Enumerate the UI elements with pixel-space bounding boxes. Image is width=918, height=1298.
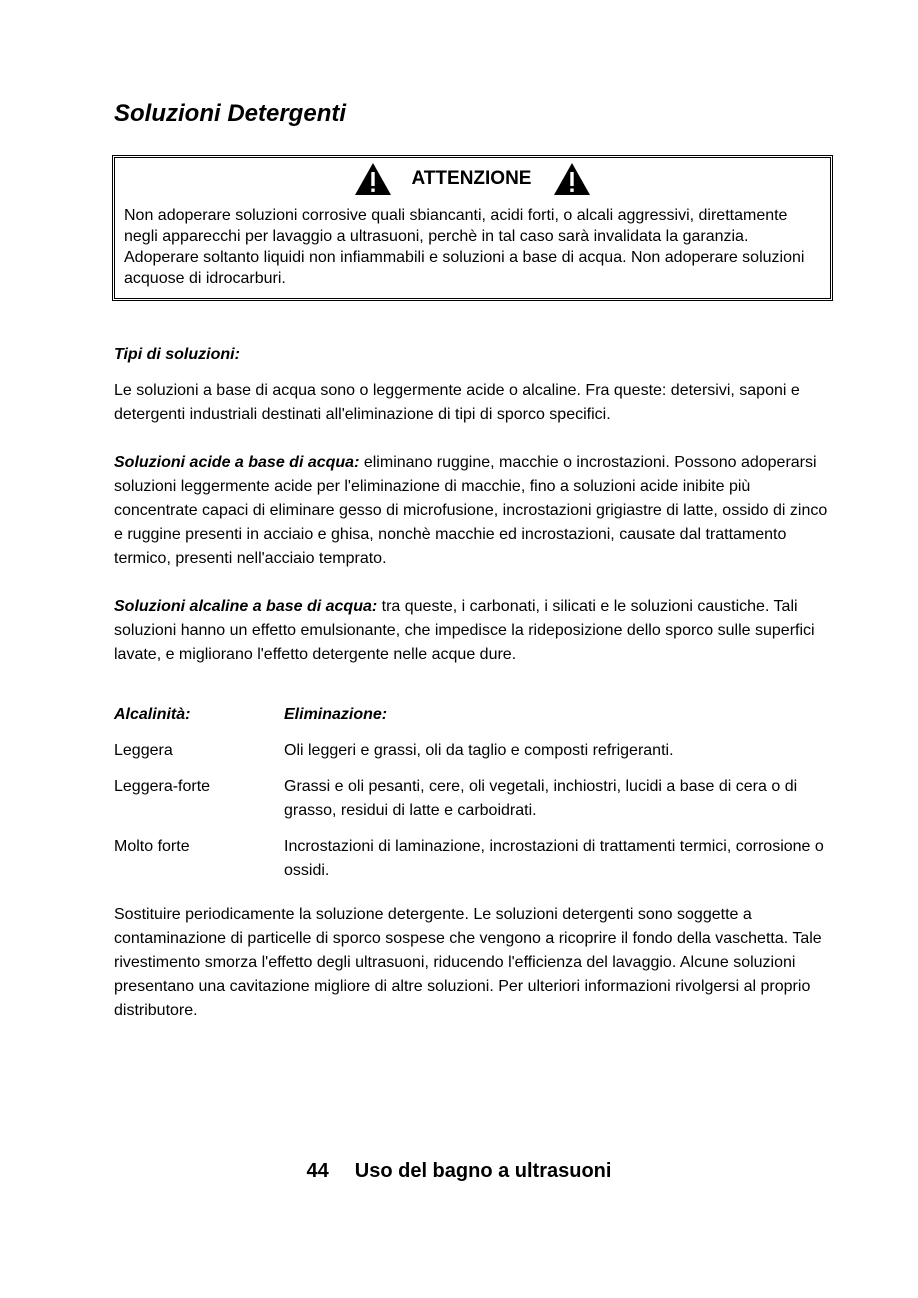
table-col-alkalinity: Alcalinità: bbox=[114, 706, 191, 723]
warning-text: Non adoperare soluzioni corrosive quali sbiancanti, acidi forti, o alcali aggressivi, direttamente negli apparecchi per lavaggio a ultrasuoni, perchè in tal caso sarà invalidata la garanzia. Adoperare soltanto liquidi non infiammabili e soluzioni a base di acqua. Non adoperare soluzioni acquose di idrocarburi. bbox=[124, 207, 805, 287]
table-cell-level: Leggera bbox=[114, 742, 173, 759]
warning-header bbox=[115, 162, 830, 196]
types-intro: Le soluzioni a base di acqua sono o leggermente acide o alcaline. Fra queste: detersivi, saponi e detergenti industriali destinati all'eliminazione di tipi di sporco specifici. bbox=[114, 382, 800, 423]
alkaline-paragraph bbox=[114, 595, 836, 667]
table-cell-level: Leggera-forte bbox=[114, 778, 211, 795]
table-cell-level: Molto forte bbox=[114, 838, 190, 855]
alkaline-text: tra queste, i carbonati, i silicati e le soluzioni caustiche. Tali soluzioni hanno un effetto emulsionante, che impedisce la rideposizione dello sporco sulle superfici lavate, e migliorano l'effetto detergente nelle acque dure. bbox=[114, 598, 815, 663]
warning-triangle-icon bbox=[553, 162, 591, 196]
table-cell-removal: Oli leggeri e grassi, oli da taglio e composti refrigeranti. bbox=[284, 742, 674, 759]
page-number: 44 bbox=[306, 1160, 329, 1182]
warning-box bbox=[112, 155, 833, 301]
warning-heading: ATTENZIONE bbox=[411, 168, 532, 189]
page-footer bbox=[0, 1160, 918, 1183]
acid-paragraph bbox=[114, 451, 836, 571]
table-cell-removal: Incrostazioni di laminazione, incrostazioni di trattamenti termici, corrosione o ossidi. bbox=[284, 838, 824, 879]
acid-text: eliminano ruggine, macchie o incrostazioni. Possono adoperarsi soluzioni leggermente acide per l'eliminazione di macchie, fino a soluzioni acide inibite più concentrate capaci di eliminare gesso di microfusione, incrostazioni grigiastre di latte, ossido di zinco e ruggine presenti in acciaio e ghisa, nonchè macchie ed incrostazioni, causate dal trattamento termico, presenti nell'acciaio temprato. bbox=[114, 454, 828, 567]
alkaline-lead: Soluzioni alcaline a base di acqua: bbox=[114, 598, 378, 615]
closing-paragraph: Sostituire periodicamente la soluzione detergente. Le soluzioni detergenti sono soggette a contaminazione di particelle di sporco sospese che vengono a ricoprire il fondo della vaschetta. Tale rivestimento smorza l'effetto degli ultrasuoni, riducendo l'efficienza del lavaggio. Alcune soluzioni presentano una cavitazione migliore di altre soluzioni. Per ulteriori informazioni rivolgersi al proprio distributore. bbox=[114, 906, 822, 1019]
acid-lead: Soluzioni acide a base di acqua: bbox=[114, 454, 360, 471]
warning-triangle-icon bbox=[354, 162, 392, 196]
page-title: Soluzioni Detergenti bbox=[114, 100, 347, 127]
table-col-removal: Eliminazione: bbox=[284, 706, 388, 723]
types-heading: Tipi di soluzioni: bbox=[114, 346, 240, 363]
footer-section: Uso del bagno a ultrasuoni bbox=[354, 1160, 612, 1182]
table-cell-removal: Grassi e oli pesanti, cere, oli vegetali, inchiostri, lucidi a base di cera o di grasso, residui di latte e carboidrati. bbox=[284, 778, 798, 819]
